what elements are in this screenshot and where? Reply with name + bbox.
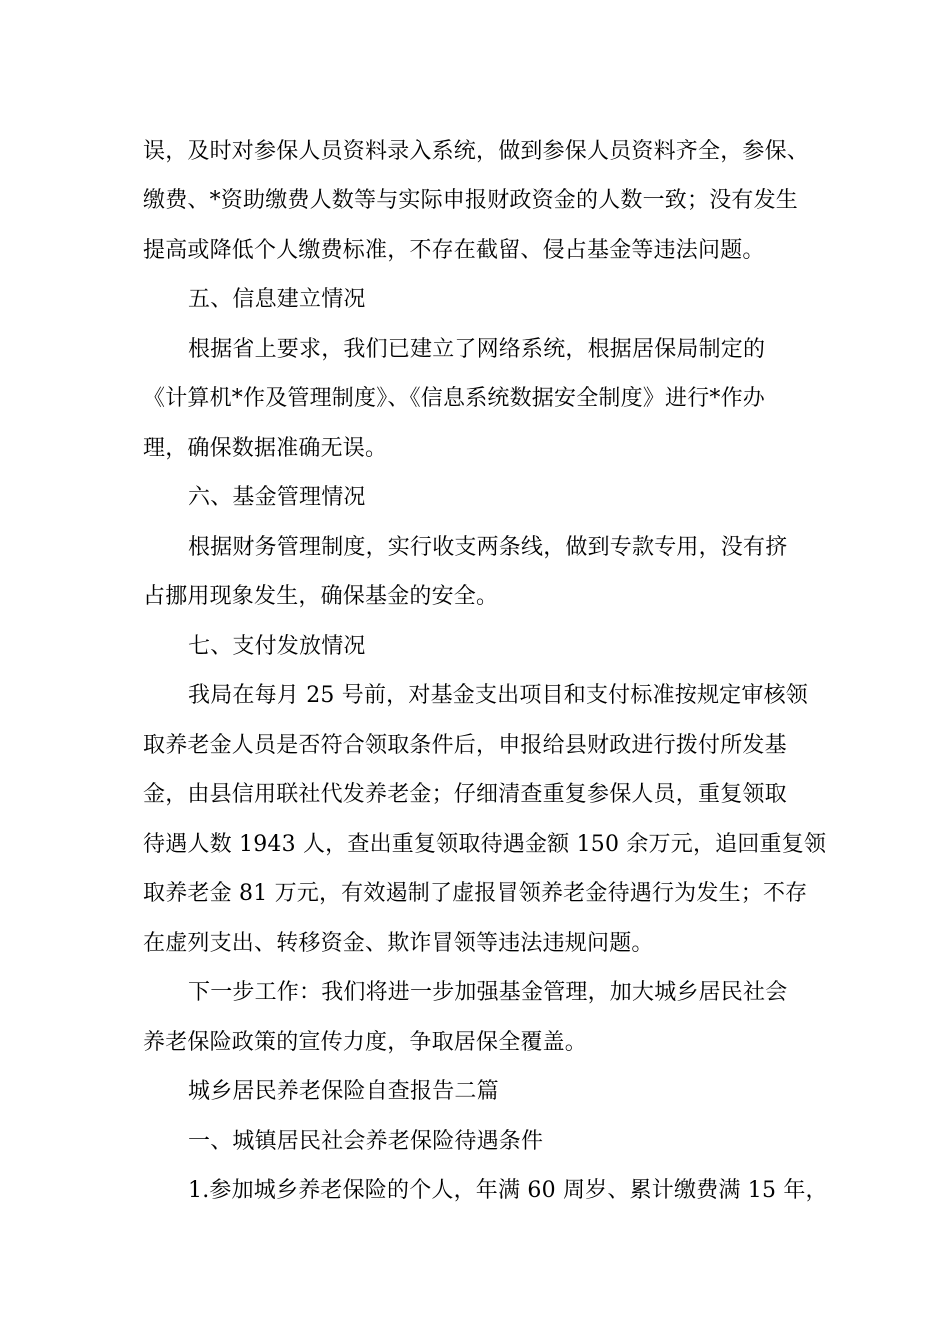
body-text-line: 占挪用现象发生，确保基金的安全。: [143, 584, 499, 609]
section-heading: 五、信息建立情况: [188, 287, 366, 312]
paragraph-first-line: 根据财务管理制度，实行收支两条线，做到专款专用，没有挤: [188, 535, 788, 560]
paragraph-first-line: 下一步工作：我们将进一步加强基金管理，加大城乡居民社会: [188, 980, 788, 1005]
body-text-line: 取养老金 81 万元，有效遏制了虚报冒领养老金待遇行为发生；不存: [143, 881, 808, 906]
body-text-line: 缴费、*资助缴费人数等与实际申报财政资金的人数一致；没有发生: [143, 188, 799, 213]
section-heading: 七、支付发放情况: [188, 634, 366, 659]
body-text-line: 金，由县信用联社代发养老金；仔细清查重复参保人员，重复领取: [143, 782, 787, 807]
body-text-line: 《计算机*作及管理制度》、《信息系统数据安全制度》进行*作办: [143, 386, 766, 411]
body-text-line: 在虚列支出、转移资金、欺诈冒领等违法违规问题。: [143, 931, 654, 956]
section-heading: 一、城镇居民社会养老保险待遇条件: [188, 1129, 544, 1154]
body-text-line: 误，及时对参保人员资料录入系统，做到参保人员资料齐全，参保、: [143, 139, 810, 164]
document-subtitle: 城乡居民养老保险自查报告二篇: [188, 1079, 499, 1104]
paragraph-first-line: 1.参加城乡养老保险的个人，年满 60 周岁、累计缴费满 15 年，: [188, 1178, 828, 1203]
paragraph-first-line: 我局在每月 25 号前，对基金支出项目和支付标准按规定审核领: [188, 683, 808, 708]
section-heading: 六、基金管理情况: [188, 485, 366, 510]
body-text-line: 提高或降低个人缴费标准，不存在截留、侵占基金等违法问题。: [143, 238, 765, 263]
body-text-line: 养老保险政策的宣传力度，争取居保全覆盖。: [143, 1030, 588, 1055]
body-text-line: 理，确保数据准确无误。: [143, 436, 388, 461]
body-text-line: 取养老金人员是否符合领取条件后，申报给县财政进行拨付所发基: [143, 733, 787, 758]
paragraph-first-line: 根据省上要求，我们已建立了网络系统，根据居保局制定的: [188, 337, 766, 362]
body-text-line: 待遇人数 1943 人，查出重复领取待遇金额 150 余万元，追回重复领: [143, 832, 827, 857]
